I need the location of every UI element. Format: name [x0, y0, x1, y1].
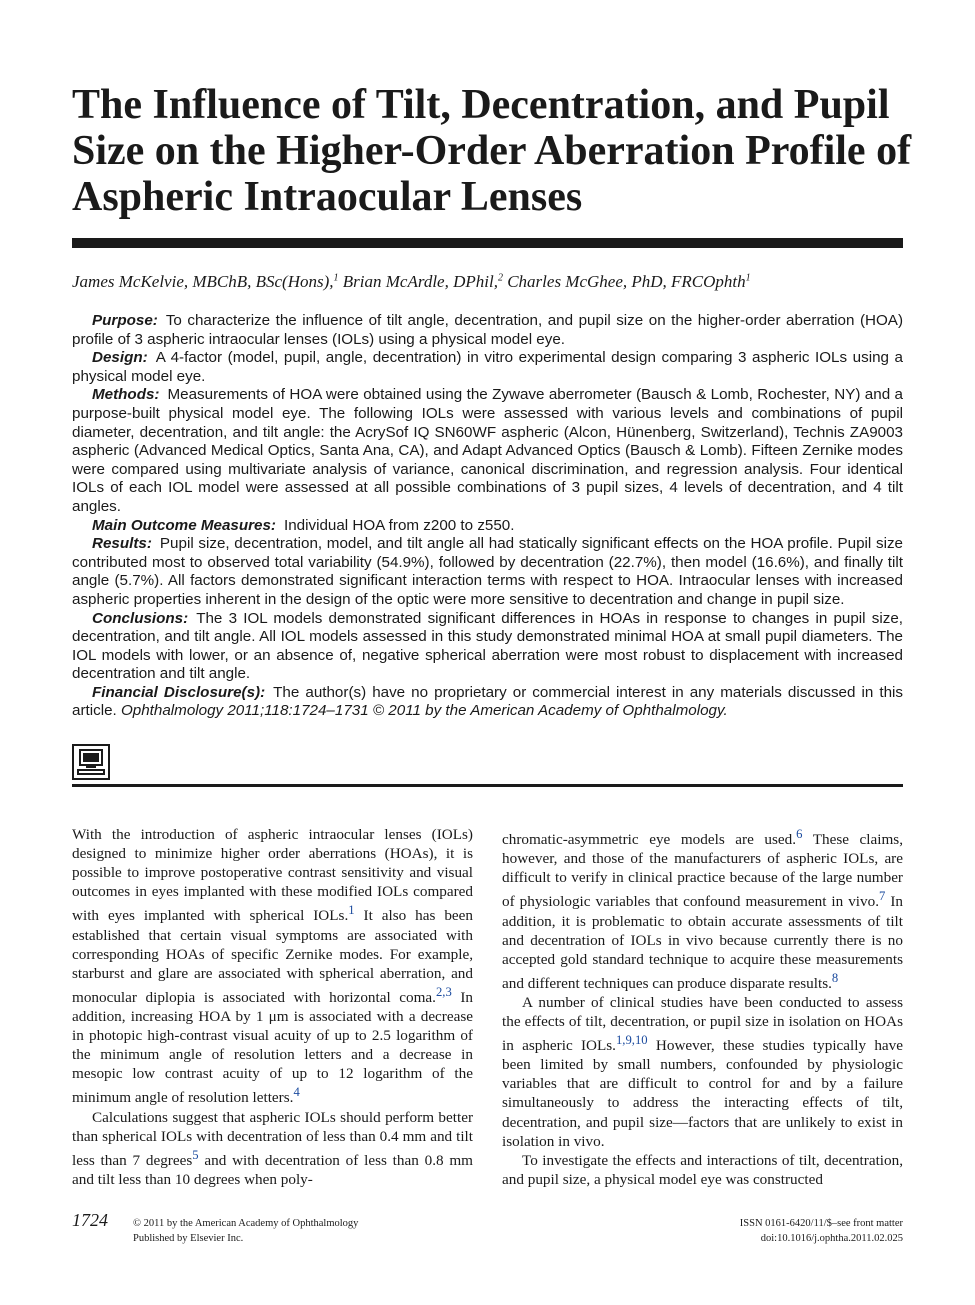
copyright-line: © 2011 by the American Academy of Ophthalmology — [133, 1218, 359, 1229]
affiliation-marker: 1 — [745, 272, 751, 284]
body-text: With the introduction of aspheric intraocular lenses (IOLs) designed to minimize higher order aberrations (HOAs), it is possible to improve postoperative contrast sensitivity and visual outcomes in eyes implanted with these modified IOLs compared with eyes implanted with spherical IOLs. — [72, 826, 473, 925]
reference-link[interactable]: 8 — [831, 970, 839, 985]
body-paragraph: To investigate the effects and interactions of tilt, decentration, and pupil size, a physical model eye was constructed — [502, 1151, 903, 1188]
computer-monitor-icon[interactable] — [72, 744, 110, 780]
section-label: Results: — [92, 535, 152, 553]
reference-link[interactable]: 1,9,10 — [615, 1033, 648, 1048]
author-name: Brian McArdle, DPhil, — [342, 272, 498, 291]
publisher-line: Published by Elsevier Inc. — [133, 1233, 244, 1244]
abstract-outcome — [72, 517, 903, 536]
body-text: These claims, however, and those of the manufacturers of aspheric IOLs, are difficult to verify in clinical practice because of the large number of physiologic variables that confound measurement in vivo. — [502, 831, 903, 911]
body-text: chromatic-asymmetric eye models are used. — [502, 831, 797, 849]
body-text: However, these studies typically have been limited by small numbers, confounded by physiologic variables that are difficult to control for and by a failure simultaneously to address the interacting effects of tilt, decentration, and pupil size—factors that are unlikely to exist in isolation in vivo. — [502, 1037, 904, 1150]
journal-citation: Ophthalmology 2011;118:1724–1731 © 2011 by the American Academy of Ophthalmology. — [120, 702, 728, 720]
abstract-disclosure — [72, 684, 903, 721]
reference-link[interactable]: 1 — [348, 903, 355, 918]
section-text: The author(s) have no proprietary or commercial interest in any materials discussed in this article. — [72, 683, 903, 720]
section-text: A 4-factor (model, pupil, angle, decentration) in vitro experimental design comparing 3 aspheric IOLs using a physical model eye. — [72, 349, 903, 385]
abstract — [72, 312, 903, 721]
abstract-results — [72, 535, 903, 609]
reference-link[interactable]: 6 — [796, 827, 803, 841]
reference-link[interactable]: 7 — [879, 889, 886, 904]
author-name: Charles McGhee, PhD, FRCOphth — [507, 272, 746, 291]
body-text: and with decentration of less than 0.8 mm and tilt less than 10 degrees when poly- — [72, 1151, 473, 1188]
section-text: Individual HOA from z200 to z550. — [284, 516, 515, 534]
section-text: The 3 IOL models demonstrated significant differences in HOAs in response to changes in pupil size, decentration, and tilt angle. All IOL models assessed in this study demonstrated minimal HOA at small pupil diameters. The IOL models with lower, or an absence of, negative spherical aberration were most robust to displacement with increased decentration and tilt angle. — [72, 609, 903, 683]
article-title: The Influence of Tilt, Decentration, and Pupil Size on the Higher-Order Aberration Profile of Aspheric Intraocular Lenses — [72, 82, 912, 220]
section-text: Measurements of HOA were obtained using the Zywave aberrometer (Bausch & Lomb, Rochester, NY) and a purpose-built physical model eye. The following IOLs were assessed with various levels and combinations of pupil diameter, decentration, and tilt angle: the AcrySof IQ SN60WF aspheric (Alcon, Hünenberg, Switzerland), Technis ZA9003 aspheric (Advanced Medical Optics, Santa Ana, CA), and Adapt Advanced Optics (Bausch & Lomb). Fifteen Zernike modes were compared using multivariate analysis of variance, canonical discrimination, and regression analysis. Four identical IOLs of each IOL model were assessed at all possible combinations of 3 pupil sizes, 4 levels of decentration, and 4 tilt angles. — [72, 386, 903, 515]
body-text: In addition, it is problematic to obtain accurate assessments of tilt and decentration of IOLs in vivo because currently there is no accepted gold standard technique to acquire these measurements and different techniques can produce disparate results. — [502, 893, 903, 992]
abstract-conclusions — [72, 610, 903, 684]
reference-link[interactable]: 5 — [192, 1147, 199, 1162]
footer-copyright — [133, 1216, 358, 1246]
author-list — [72, 270, 903, 294]
body-paragraph — [502, 993, 903, 1151]
section-label: Main Outcome Measures: — [92, 516, 276, 534]
reference-link[interactable]: 4 — [293, 1085, 300, 1100]
body-text: It also has been established that certain visual symptoms are associated with corresponding HOAs of specific Zernike modes. For example, starburst and glare are associated with spherical aberration, and monocular diplopia is associated with horizontal coma. — [72, 907, 473, 1006]
body-paragraph — [502, 825, 903, 993]
abstract-purpose — [72, 312, 903, 349]
body-paragraph — [72, 1108, 473, 1189]
section-label: Conclusions: — [92, 609, 189, 627]
reference-link[interactable]: 2,3 — [435, 984, 452, 999]
body-text: In addition, increasing HOA by 1 μm is associated with a decrease in photopic high-contrast visual acuity of up to 2.5 logarithm of the minimum angle of resolution letters and a decrease in mesopic low contrast acuity of up to 12 logarithm of the minimum angle of resolution letters. — [72, 988, 474, 1107]
author-name: James McKelvie, MBChB, BSc(Hons), — [72, 272, 334, 291]
body-column-right — [502, 825, 903, 1189]
section-label: Methods: — [92, 386, 160, 404]
body-column-left — [72, 825, 473, 1189]
page-number: 1724 — [72, 1210, 108, 1230]
section-text: Pupil size, decentration, model, and tilt angle all had statically significant effects on the HOA profile. Pupil size contributed most to observed total variability (54.9%), followed by decentration (22.7%), then model (16.6%), and finally tilt angle (5.7%). All factors demonstrated significant interaction terms with respect to HOA. Intraocular lenses with increased aspheric properties inherent in the design of the optic were more sensitive to decentration and change in pupil size. — [72, 535, 903, 608]
title-divider — [72, 238, 903, 248]
abstract-design — [72, 349, 903, 386]
body-text: A number of clinical studies have been conducted to assess the effects of tilt, decentration, or pupil size in isolation on HOAs in aspheric IOLs. — [502, 993, 903, 1055]
body-paragraph — [72, 825, 473, 1108]
body-text: Calculations suggest that aspheric IOLs should perform better than spherical IOLs with decentration of less than 0.4 mm and tilt less than 7 degrees — [72, 1108, 473, 1169]
section-text: To characterize the influence of tilt angle, decentration, and pupil size on the higher-order aberration (HOA) profile of 3 aspheric intraocular lenses (IOLs) using a physical model eye. — [72, 312, 903, 348]
abstract-methods — [72, 386, 903, 516]
footer-identifiers — [740, 1216, 903, 1246]
section-label: Design: — [92, 349, 148, 367]
affiliation-marker: 2 — [497, 272, 503, 284]
affiliation-marker: 1 — [333, 272, 339, 284]
doi-line[interactable]: doi:10.1016/j.ophtha.2011.02.025 — [760, 1233, 903, 1244]
issn-line: ISSN 0161-6420/11/$–see front matter — [739, 1218, 903, 1229]
section-label: Purpose: — [92, 312, 158, 329]
abstract-divider — [72, 784, 903, 787]
section-label: Financial Disclosure(s): — [92, 683, 266, 701]
